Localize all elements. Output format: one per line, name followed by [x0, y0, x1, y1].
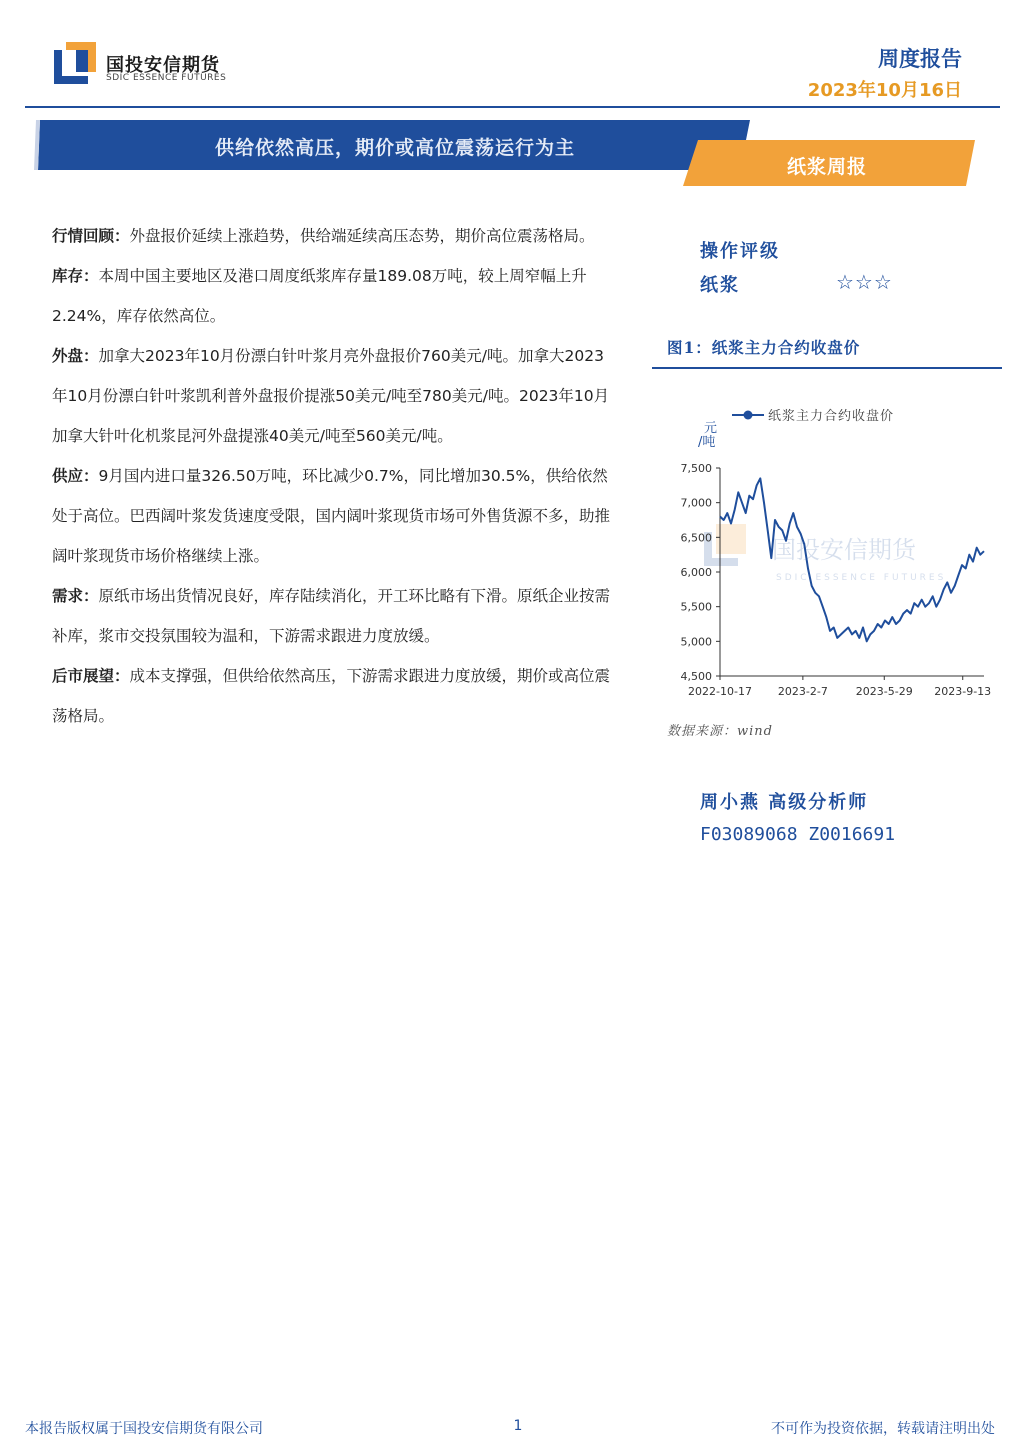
paragraph-supply — [52, 456, 614, 576]
x-tick-label: 2023-2-7 — [777, 685, 828, 698]
company-name-en: SDIC ESSENCE FUTURES — [106, 73, 227, 83]
y-tick-label: 7,500 — [680, 462, 712, 475]
paragraph-label: 外盘： — [52, 347, 99, 365]
y-tick-label: 7,000 — [680, 496, 712, 510]
report-type: 周度报告 — [878, 47, 962, 71]
y-tick-label: 5,500 — [680, 600, 712, 614]
company-logo-icon — [54, 42, 98, 84]
page-number: 1 — [513, 1418, 523, 1434]
header-divider — [25, 106, 1000, 108]
rating-product: 纸浆 — [700, 275, 740, 296]
legend-marker — [744, 411, 753, 420]
report-category-tag: 纸浆周报 — [786, 156, 867, 178]
x-tick-label: 2023-9-13 — [934, 685, 992, 698]
paragraph-text: 本周中国主要地区及港口周度纸浆库存量189.08万吨，较上周窄幅上升2.24%，库存依然高位。 — [52, 267, 587, 325]
paragraph-label: 库存： — [52, 267, 99, 285]
analyst-license-ids: F03089068 Z0016691 — [700, 824, 896, 845]
y-tick-label: 4,500 — [680, 670, 712, 683]
paragraph-label: 需求： — [52, 587, 99, 605]
y-axis-label: 元/吨 — [698, 421, 718, 450]
rating-title: 操作评级 — [700, 241, 780, 262]
x-tick-label: 2022-10-17 — [688, 685, 752, 698]
paragraph-market-review — [52, 216, 614, 256]
analyst-name: 周小燕 高级分析师 — [700, 792, 869, 813]
price-line-chart — [652, 384, 1002, 710]
rating-stars: ☆☆☆ — [836, 270, 893, 294]
paragraph-demand — [52, 576, 614, 656]
report-headline: 供给依然高压，期价或高位震荡运行为主 — [214, 137, 575, 159]
footer-copyright: 本报告版权属于国投安信期货有限公司 — [25, 1421, 263, 1437]
y-tick-label: 6,000 — [680, 566, 712, 579]
figure-divider — [652, 367, 1002, 369]
figure-title: 图1：纸浆主力合约收盘价 — [667, 338, 861, 357]
paragraph-label: 后市展望： — [52, 667, 130, 685]
legend-label: 纸浆主力合约收盘价 — [768, 409, 895, 424]
chart-legend — [732, 408, 894, 424]
watermark-text-en: SDIC ESSENCE FUTURES — [776, 573, 947, 583]
watermark-text: 国投安信期货 — [772, 536, 916, 564]
report-body — [52, 216, 614, 736]
paragraph-text: 加拿大2023年10月份漂白针叶浆月亮外盘报价760美元/吨。加拿大2023年10月份漂白针叶浆凯利普外盘报价提涨50美元/吨至780美元/吨。2023年10月加拿大针叶化机浆昆河外盘提涨40美元/吨至560美元/吨。 — [52, 347, 610, 445]
figure-source: 数据来源：wind — [667, 724, 773, 739]
footer-disclaimer: 不可作为投资依据，转载请注明出处 — [771, 1421, 995, 1437]
paragraph-text: 外盘报价延续上涨趋势，供给端延续高压态势，期价高位震荡格局。 — [129, 227, 595, 245]
paragraph-text: 成本支撑强，但供给依然高压，下游需求跟进力度放缓，期价或高位震荡格局。 — [52, 667, 611, 725]
paragraph-external-quotes — [52, 336, 614, 456]
y-tick-label: 6,500 — [680, 531, 712, 545]
company-name-cn: 国投安信期货 — [106, 55, 220, 76]
paragraph-text: 9月国内进口量326.50万吨，环比减少0.7%，同比增加30.5%，供给依然处于高位。巴西阔叶浆发货速度受限，国内阔叶浆现货市场可外售货源不多，助推阔叶浆现货市场价格继续上涨。 — [52, 467, 611, 565]
paragraph-label: 供应： — [52, 467, 99, 485]
paragraph-outlook — [52, 656, 614, 736]
paragraph-label: 行情回顾： — [52, 227, 130, 245]
x-tick-label: 2023-5-29 — [855, 685, 913, 698]
watermark — [704, 524, 946, 583]
paragraph-text: 原纸市场出货情况良好，库存陆续消化，开工环比略有下滑。原纸企业按需补库，浆市交投氛围较为温和，下游需求跟进力度放缓。 — [52, 587, 611, 645]
report-date: 2023年10月16日 — [807, 80, 962, 101]
paragraph-inventory — [52, 256, 614, 336]
y-tick-label: 5,000 — [680, 635, 712, 649]
